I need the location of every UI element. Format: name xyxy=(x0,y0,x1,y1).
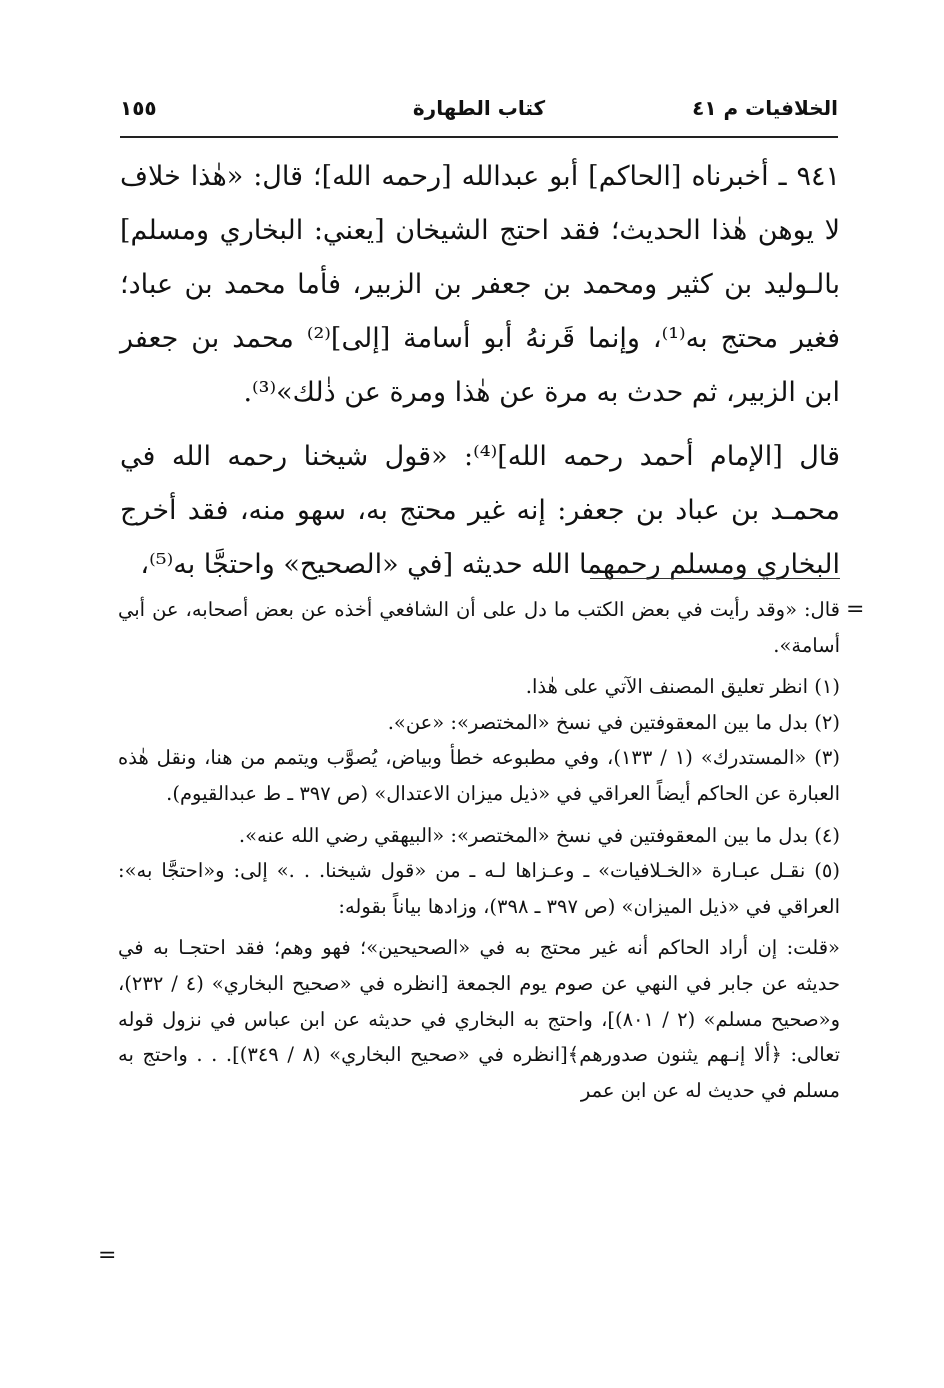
chapter-title: كتاب الطهارة xyxy=(412,96,546,120)
hadith-paragraph: ٩٤١ ـ أخبرناه [الحاكم] أبو عبدالله [رحمه الله]؛ قال: «هٰذا خلاف لا يوهن هٰذا الحديث؛ فقد احتج الشيخان [يعني: البخاري ومسلم] بالـوليد بن كثير ومحمد بن جعفر بن الزبير، فأما محمد بن عباد؛ فغير محتج به⁽¹⁾، وإنما قَرنهُ أبو أسامة [إلى]⁽²⁾ محمد بن جعفر ابن الزبير، ثم حدث به مرة عن هٰذا ومرة عن ذٰلك»⁽³⁾. xyxy=(120,161,840,408)
footnotes xyxy=(118,592,840,1108)
end-continuation-mark: = xyxy=(98,1243,117,1268)
page-number: ١٥٥ xyxy=(120,96,157,120)
footnote-carry: قال: «وقد رأيت في بعض الكتب ما دل على أن الشافعي أخذه عن بعض أصحابه، عن أبي أسامة». xyxy=(118,598,840,657)
footnote-4: (٤) بدل ما بين المعقوفتين في نسخ «المختصر»: «البيهقي رضي الله عنه». xyxy=(238,823,840,847)
running-header xyxy=(120,96,838,132)
footnote-5-quote: «قلت: إن أراد الحاكم أنه غير محتج به في «الصحيحين»؛ فهو وهم؛ فقد احتجـا به في حديثه عن جابر في النهي عن صوم يوم الجمعة [انظره في «صحيح البخاري» (٤ / ٢٣٢)، و«صحيح مسلم» (٢ / ٨٠١)]، واحتج به البخاري في حديثه عن ابن عباس في نزول قوله تعالى: ﴿ألا إنـهم يثنون صدورهم﴾[انظره في «صحيح البخاري» (٨ / ٣٤٩)]. . . واحتج به مسلم في حديث له عن ابن عمر xyxy=(118,936,841,1102)
running-title: الخلافيات م ٤١ xyxy=(692,96,838,120)
header-rule xyxy=(120,136,838,138)
footnote-2: (٢) بدل ما بين المعقوفتين في نسخ «المختصر»: «عن». xyxy=(387,710,840,734)
footnote-5: (٥) نقـل عبـارة «الخـلافيات» ـ وعـزاها لـه ـ من «قول شيخنا. . .» إلى: و«احتجَّا به»: العراقي في «ذيل الميزان» (ص ٣٩٧ ـ ٣٩٨)، وزادها بياناً بقوله: xyxy=(118,859,840,918)
main-text xyxy=(120,150,840,592)
footnote-1: (١) انظر تعليق المصنف الآتي على هٰذا. xyxy=(525,675,840,699)
commentary-paragraph: قال [الإمام أحمد رحمه الله]⁽⁴⁾: «قول شيخنا رحمه الله في محمـد بن عباد بن جعفر: إنه غير محتج به، سهو منه، فقد أخرج البخاري ومسلم رحمهما الله حديثه [في «الصحيح» واحتجَّا به⁽⁵⁾، xyxy=(120,441,841,580)
footnote-rule xyxy=(590,578,840,579)
continuation-mark: = xyxy=(846,597,865,622)
footnote-3: (٣) «المستدرك» (١ / ١٣٣)، وفي مطبوعه خطأ وبياض، يُصوَّب ويتمم من هنا، ونقل هٰذه العبارة عن الحاكم أيضاً العراقي في «ذيل ميزان الاعتدال» (ص ٣٩٧ ـ ط عبدالقيوم). xyxy=(118,746,840,805)
